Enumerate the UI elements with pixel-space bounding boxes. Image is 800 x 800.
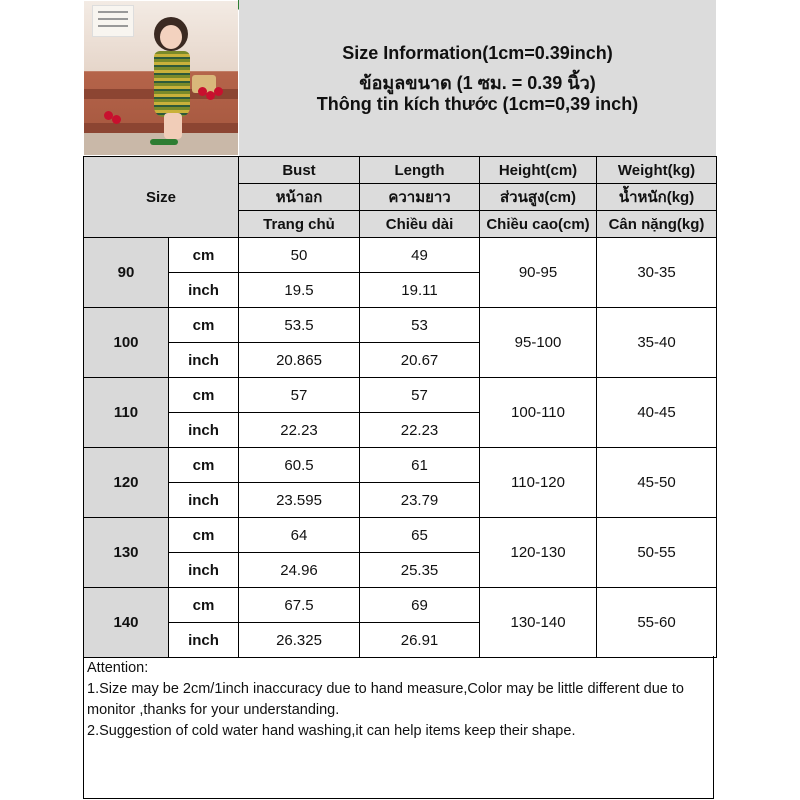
title-vietnamese: Thông tin kích thước (1cm=0,39 inch): [316, 94, 639, 114]
weight-value: 35-40: [597, 308, 717, 378]
notes-line-2: 2.Suggestion of cold water hand washing,it can help items keep their shape.: [87, 723, 576, 739]
notes-line-1: 1.Size may be 2cm/1inch inaccuracy due to hand measure,Color may be little different due to monitor ,thanks for your understanding.: [87, 681, 684, 718]
size-value: 130: [84, 518, 169, 588]
bust-inch-value: 20.865: [239, 343, 360, 378]
height-value: 95-100: [480, 308, 597, 378]
unit-inch: inch: [169, 553, 239, 588]
table-row: [84, 518, 717, 553]
attention-notes: [83, 656, 714, 799]
length-cm-value: 61: [360, 448, 480, 483]
size-value: 140: [84, 588, 169, 658]
unit-cm: cm: [169, 238, 239, 273]
notes-heading: Attention:: [87, 660, 149, 676]
weight-value: 30-35: [597, 238, 717, 308]
bust-cm-value: 64: [239, 518, 360, 553]
length-inch-value: 22.23: [360, 413, 480, 448]
wall-sign-graphic: [92, 5, 134, 37]
unit-inch: inch: [169, 623, 239, 658]
bust-cm-value: 53.5: [239, 308, 360, 343]
length-cm-value: 57: [360, 378, 480, 413]
bust-cm-value: 67.5: [239, 588, 360, 623]
size-label: Size: [84, 157, 239, 238]
title-thai: ข้อมูลขนาด (1 ซม. = 0.39 นิ้ว): [359, 73, 596, 93]
height-value: 100-110: [480, 378, 597, 448]
col-header-weight-vi: Cân nặng(kg): [597, 211, 717, 238]
header-row-en: [84, 157, 717, 184]
col-header-length-vi: Chiều dài: [360, 211, 480, 238]
size-value: 110: [84, 378, 169, 448]
size-value: 100: [84, 308, 169, 378]
table-row: [84, 588, 717, 623]
col-header-height-vi: Chiều cao(cm): [480, 211, 597, 238]
bust-inch-value: 22.23: [239, 413, 360, 448]
length-cm-value: 53: [360, 308, 480, 343]
col-header-weight-en: Weight(kg): [597, 157, 717, 184]
length-cm-value: 69: [360, 588, 480, 623]
header-block: [83, 0, 716, 156]
unit-cm: cm: [169, 448, 239, 483]
col-header-height-th: ส่วนสูง(cm): [480, 184, 597, 211]
length-inch-value: 19.11: [360, 273, 480, 308]
unit-cm: cm: [169, 378, 239, 413]
unit-inch: inch: [169, 343, 239, 378]
bust-cm-value: 60.5: [239, 448, 360, 483]
unit-cm: cm: [169, 588, 239, 623]
col-header-bust-th: หน้าอก: [239, 184, 360, 211]
bust-inch-value: 26.325: [239, 623, 360, 658]
weight-value: 50-55: [597, 518, 717, 588]
product-photo: [84, 1, 238, 155]
unit-inch: inch: [169, 413, 239, 448]
unit-cm: cm: [169, 518, 239, 553]
length-inch-value: 23.79: [360, 483, 480, 518]
striped-dress-graphic: [154, 51, 190, 117]
weight-value: 40-45: [597, 378, 717, 448]
col-header-length-th: ความยาว: [360, 184, 480, 211]
length-inch-value: 20.67: [360, 343, 480, 378]
weight-value: 55-60: [597, 588, 717, 658]
size-value: 90: [84, 238, 169, 308]
col-header-weight-th: น้ำหนัก(kg): [597, 184, 717, 211]
bust-inch-value: 19.5: [239, 273, 360, 308]
bust-cm-value: 50: [239, 238, 360, 273]
col-header-bust-en: Bust: [239, 157, 360, 184]
height-value: 120-130: [480, 518, 597, 588]
size-chart-sheet: [83, 0, 716, 800]
height-value: 90-95: [480, 238, 597, 308]
size-value: 120: [84, 448, 169, 518]
col-header-height-en: Height(cm): [480, 157, 597, 184]
table-row: [84, 238, 717, 273]
height-value: 110-120: [480, 448, 597, 518]
bust-inch-value: 23.595: [239, 483, 360, 518]
col-header-length-en: Length: [360, 157, 480, 184]
table-row: [84, 378, 717, 413]
title-area: [239, 0, 716, 156]
table-row: [84, 308, 717, 343]
length-cm-value: 49: [360, 238, 480, 273]
bust-cm-value: 57: [239, 378, 360, 413]
unit-inch: inch: [169, 483, 239, 518]
length-cm-value: 65: [360, 518, 480, 553]
title-english: Size Information(1cm=0.39inch): [342, 43, 613, 63]
length-inch-value: 26.91: [360, 623, 480, 658]
height-value: 130-140: [480, 588, 597, 658]
size-table: [83, 156, 717, 658]
length-inch-value: 25.35: [360, 553, 480, 588]
bust-inch-value: 24.96: [239, 553, 360, 588]
table-row: [84, 448, 717, 483]
col-header-bust-vi: Trang chủ: [239, 211, 360, 238]
weight-value: 45-50: [597, 448, 717, 518]
unit-cm: cm: [169, 308, 239, 343]
unit-inch: inch: [169, 273, 239, 308]
